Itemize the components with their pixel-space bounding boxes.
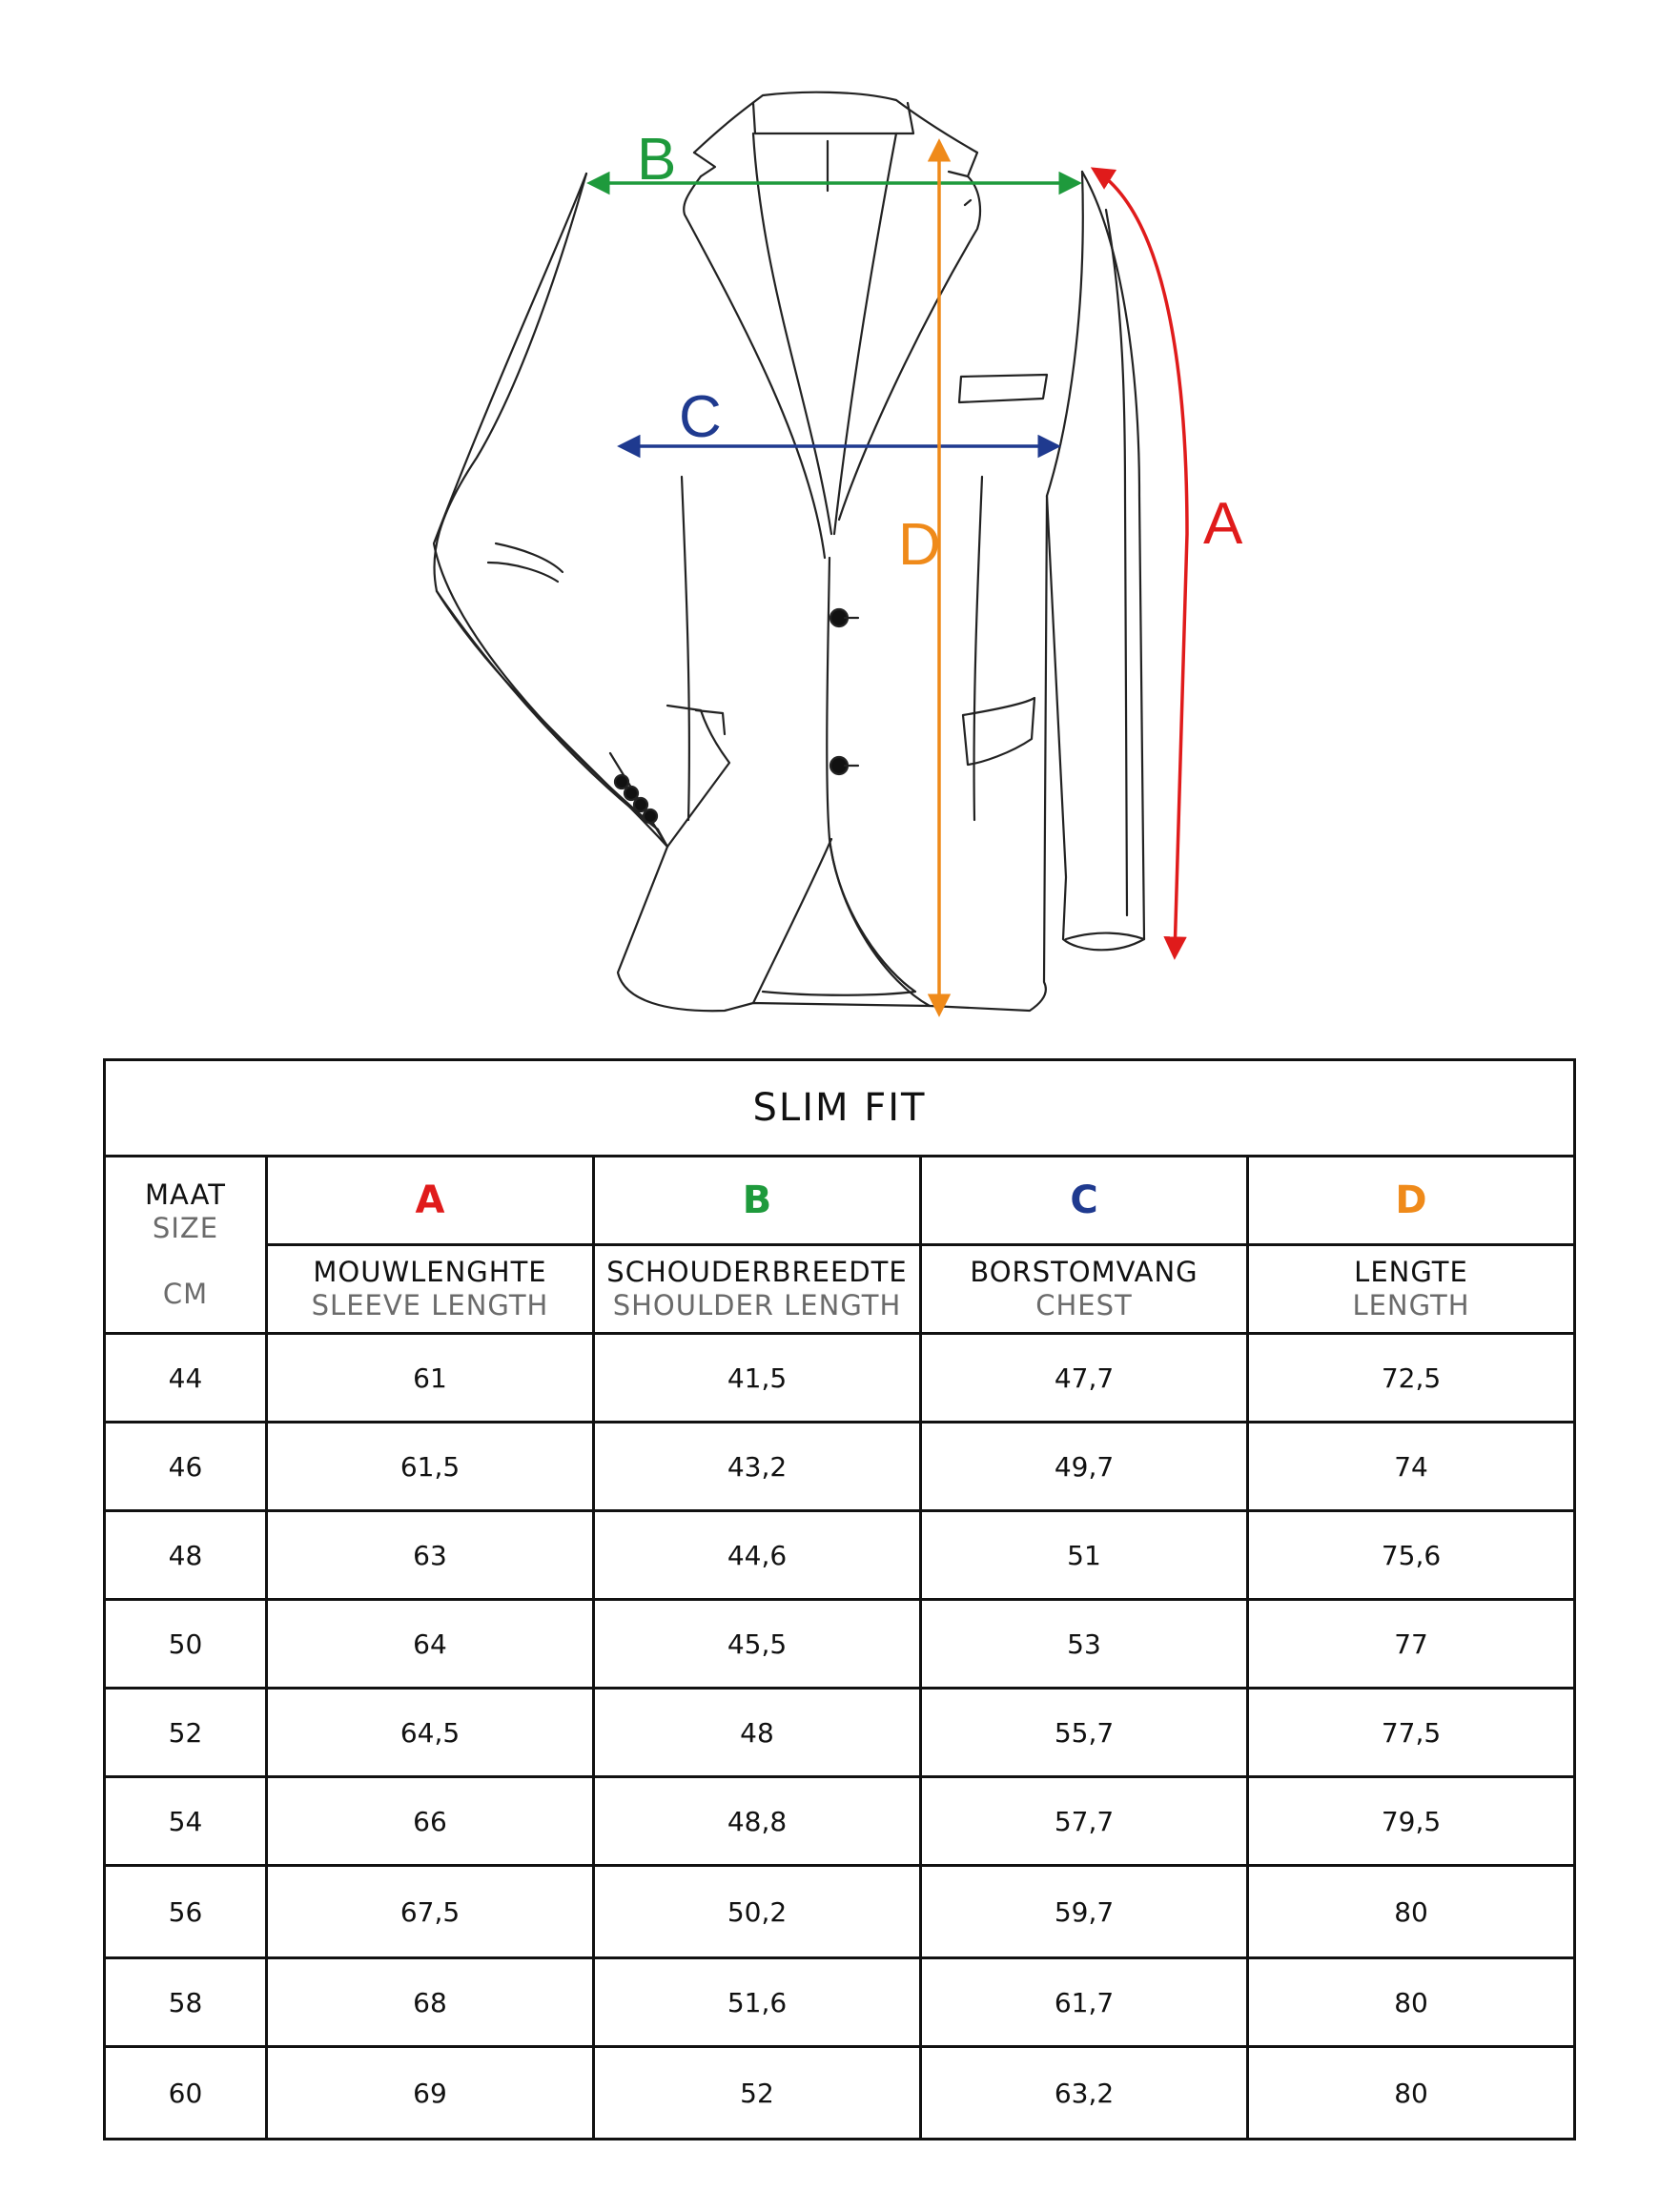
measurement-cell: 80 bbox=[1248, 1866, 1575, 1958]
column-header-en: CHEST bbox=[1035, 1289, 1133, 1321]
table-header-row bbox=[105, 1245, 1575, 1334]
measurement-cell: 75,6 bbox=[1248, 1511, 1575, 1600]
column-header-nl: MOUWLENGHTE bbox=[313, 1256, 547, 1288]
measurement-cell: 44,6 bbox=[594, 1511, 921, 1600]
table-title-row bbox=[105, 1060, 1575, 1157]
measurement-cell: 74 bbox=[1248, 1423, 1575, 1511]
measurement-cell: 49,7 bbox=[921, 1423, 1248, 1511]
measurement-cell: 64 bbox=[267, 1600, 594, 1689]
measurement-cell: 51 bbox=[921, 1511, 1248, 1600]
measurement-cell: 48 bbox=[594, 1689, 921, 1777]
measurement-cell: 72,5 bbox=[1248, 1334, 1575, 1423]
size-cell: 50 bbox=[105, 1600, 267, 1689]
table-row bbox=[105, 1958, 1575, 2047]
size-cell: 52 bbox=[105, 1689, 267, 1777]
measurement-cell: 50,2 bbox=[594, 1866, 921, 1958]
measurement-cell: 61,5 bbox=[267, 1423, 594, 1511]
column-header-D bbox=[1248, 1245, 1575, 1334]
measurement-cell: 41,5 bbox=[594, 1334, 921, 1423]
measure-D-label: D bbox=[898, 512, 941, 578]
measurement-cell: 63,2 bbox=[921, 2047, 1248, 2140]
column-header-en: SLEEVE LENGTH bbox=[311, 1289, 549, 1321]
measurement-cell: 45,5 bbox=[594, 1600, 921, 1689]
size-header-cell bbox=[105, 1157, 267, 1334]
table-row bbox=[105, 1689, 1575, 1777]
size-table bbox=[103, 1058, 1576, 2140]
size-cell: 44 bbox=[105, 1334, 267, 1423]
measurement-cell: 67,5 bbox=[267, 1866, 594, 1958]
table-row bbox=[105, 1777, 1575, 1866]
jacket-outline bbox=[434, 92, 1144, 1011]
size-cell: 60 bbox=[105, 2047, 267, 2140]
column-header-B bbox=[594, 1245, 921, 1334]
measurement-cell: 47,7 bbox=[921, 1334, 1248, 1423]
size-cell: 58 bbox=[105, 1958, 267, 2047]
column-letter-A: A bbox=[267, 1157, 594, 1245]
size-header-unit: CM bbox=[162, 1278, 209, 1310]
measurement-cell: 68 bbox=[267, 1958, 594, 2047]
measurement-cell: 57,7 bbox=[921, 1777, 1248, 1866]
size-cell: 48 bbox=[105, 1511, 267, 1600]
table-row bbox=[105, 2047, 1575, 2140]
measurement-cell: 79,5 bbox=[1248, 1777, 1575, 1866]
measurement-cell: 48,8 bbox=[594, 1777, 921, 1866]
column-header-nl: LENGTE bbox=[1354, 1256, 1468, 1288]
size-header-nl: MAAT bbox=[145, 1178, 226, 1211]
measurement-cell: 61 bbox=[267, 1334, 594, 1423]
measurement-cell: 61,7 bbox=[921, 1958, 1248, 2047]
table-letter-row bbox=[105, 1157, 1575, 1245]
column-header-nl: BORSTOMVANG bbox=[970, 1256, 1198, 1288]
column-header-en: LENGTH bbox=[1352, 1289, 1470, 1321]
measurement-cell: 43,2 bbox=[594, 1423, 921, 1511]
table-row bbox=[105, 1600, 1575, 1689]
measurement-cell: 51,6 bbox=[594, 1958, 921, 2047]
table-row bbox=[105, 1866, 1575, 1958]
measurement-cell: 80 bbox=[1248, 2047, 1575, 2140]
measurement-cell: 66 bbox=[267, 1777, 594, 1866]
size-cell: 54 bbox=[105, 1777, 267, 1866]
column-letter-B: B bbox=[594, 1157, 921, 1245]
table-row bbox=[105, 1423, 1575, 1511]
jacket-measurement-diagram bbox=[0, 0, 1659, 1039]
measurement-cell: 53 bbox=[921, 1600, 1248, 1689]
column-header-nl: SCHOUDERBREEDTE bbox=[606, 1256, 908, 1288]
measurement-cell: 77,5 bbox=[1248, 1689, 1575, 1777]
measurement-cell: 59,7 bbox=[921, 1866, 1248, 1958]
measurement-cell: 55,7 bbox=[921, 1689, 1248, 1777]
measure-B-label: B bbox=[637, 127, 677, 193]
size-header-en: SIZE bbox=[152, 1212, 219, 1244]
measurement-cell: 80 bbox=[1248, 1958, 1575, 2047]
measure-C-label: C bbox=[679, 384, 722, 450]
column-header-A bbox=[267, 1245, 594, 1334]
size-cell: 46 bbox=[105, 1423, 267, 1511]
column-letter-D: D bbox=[1248, 1157, 1575, 1245]
measurement-cell: 64,5 bbox=[267, 1689, 594, 1777]
table-title: SLIM FIT bbox=[105, 1060, 1575, 1157]
column-letter-C: C bbox=[921, 1157, 1248, 1245]
measurement-cell: 77 bbox=[1248, 1600, 1575, 1689]
table-row bbox=[105, 1511, 1575, 1600]
size-cell: 56 bbox=[105, 1866, 267, 1958]
measurement-cell: 52 bbox=[594, 2047, 921, 2140]
measurement-cell: 63 bbox=[267, 1511, 594, 1600]
column-header-C bbox=[921, 1245, 1248, 1334]
measurement-cell: 69 bbox=[267, 2047, 594, 2140]
column-header-en: SHOULDER LENGTH bbox=[612, 1289, 902, 1321]
measure-A-label: A bbox=[1203, 491, 1243, 557]
table-row bbox=[105, 1334, 1575, 1423]
